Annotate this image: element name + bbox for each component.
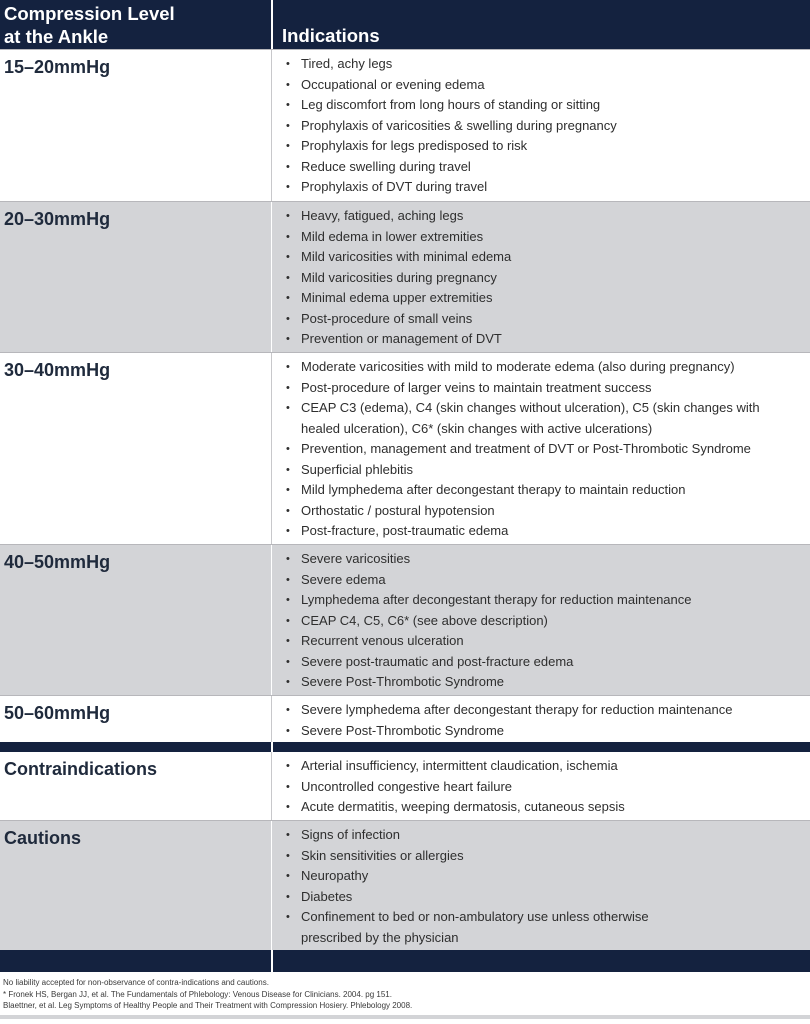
section-divider-band <box>0 742 810 752</box>
footnotes <box>3 977 803 1012</box>
list-item: • Confinement to bed or non-ambulatory use unless otherwise prescribed by the physician <box>272 907 672 948</box>
list-item: • Orthostatic / postural hypotension <box>272 501 802 522</box>
list-item: • Mild varicosities with minimal edema <box>272 247 802 268</box>
footnote: * Fronek HS, Bergan JJ, et al. The Fundamentals of Phlebology: Venous Disease for Clinicians. 2004. pg 151. <box>3 989 392 999</box>
list-item: • Prevention or management of DVT <box>272 329 802 350</box>
list-item: • Skin sensitivities or allergies <box>272 846 672 867</box>
indications-list <box>272 54 802 198</box>
cautions-label: Cautions <box>4 828 82 848</box>
list-item: • Occupational or evening edema <box>272 75 802 96</box>
table-row <box>0 201 810 352</box>
list-item: • Severe Post-Thrombotic Syndrome <box>272 721 802 742</box>
list-item: • Severe Post-Thrombotic Syndrome <box>272 672 802 693</box>
table-row <box>0 695 810 742</box>
compression-level: 40–50mmHg <box>4 552 111 572</box>
list-item: • Prophylaxis of varicosities & swelling during pregnancy <box>272 116 802 137</box>
indications-list <box>272 700 802 741</box>
indications-list <box>272 206 802 350</box>
list-item: • Post-procedure of larger veins to maintain treatment success <box>272 378 802 399</box>
indications-list <box>272 549 802 693</box>
list-item: • Severe varicosities <box>272 549 802 570</box>
compression-level: 15–20mmHg <box>4 57 111 77</box>
contraindications-row <box>0 752 810 820</box>
cautions-list <box>272 825 672 948</box>
table-row <box>0 49 810 201</box>
list-item: • Signs of infection <box>272 825 672 846</box>
heading-line-2: at the Ankle <box>4 26 109 47</box>
list-item: • Reduce swelling during travel <box>272 157 802 178</box>
list-item: • Tired, achy legs <box>272 54 802 75</box>
list-item: • Mild edema in lower extremities <box>272 227 802 248</box>
list-item: • Acute dermatitis, weeping dermatosis, cutaneous sepsis <box>272 797 802 818</box>
table-header <box>0 0 810 49</box>
footnote: Blaettner, et al. Leg Symptoms of Healthy People and Their Treatment with Compression Hosiery. Phlebology 2008. <box>3 1001 413 1010</box>
header-divider <box>271 0 273 49</box>
list-item: • Heavy, fatigued, aching legs <box>272 206 802 227</box>
compression-level: 20–30mmHg <box>4 209 111 229</box>
list-item: • Mild varicosities during pregnancy <box>272 268 802 289</box>
list-item: • Arterial insufficiency, intermittent claudication, ischemia <box>272 756 802 777</box>
list-item: • Mild lymphedema after decongestant therapy to maintain reduction <box>272 480 802 501</box>
list-item: • Minimal edema upper extremities <box>272 288 802 309</box>
band-divider <box>271 742 273 752</box>
list-item: • Superficial phlebitis <box>272 460 802 481</box>
contraindications-label: Contraindications <box>4 759 158 779</box>
footnote: No liability accepted for non-observance of contra-indications and cautions. <box>3 978 269 987</box>
list-item: • Diabetes <box>272 887 672 908</box>
list-item: • Recurrent venous ulceration <box>272 631 802 652</box>
band-divider <box>271 950 273 972</box>
list-item: • Severe lymphedema after decongestant therapy for reduction maintenance <box>272 700 802 721</box>
heading-line-1: Compression Level <box>4 3 175 24</box>
list-item: • Neuropathy <box>272 866 672 887</box>
list-item: • Severe post-traumatic and post-fracture edema <box>272 652 802 673</box>
list-item: • Leg discomfort from long hours of standing or sitting <box>272 95 802 116</box>
list-item: • Post-procedure of small veins <box>272 309 802 330</box>
list-item: • Severe edema <box>272 570 802 591</box>
indications-list <box>272 357 802 542</box>
list-item: • Prophylaxis for legs predisposed to risk <box>272 136 802 157</box>
indications-heading: Indications <box>282 25 380 46</box>
compression-level: 50–60mmHg <box>4 703 111 723</box>
list-item: • Uncontrolled congestive heart failure <box>272 777 802 798</box>
list-item: • Post-fracture, post-traumatic edema <box>272 521 802 542</box>
list-item: • CEAP C4, C5, C6* (see above description) <box>272 611 802 632</box>
list-item: • Moderate varicosities with mild to moderate edema (also during pregnancy) <box>272 357 802 378</box>
table-footer-band <box>0 950 810 972</box>
compression-level: 30–40mmHg <box>4 360 111 380</box>
table-row <box>0 352 810 544</box>
list-item: • Prevention, management and treatment of DVT or Post-Thrombotic Syndrome <box>272 439 802 460</box>
list-item: • CEAP C3 (edema), C4 (skin changes without ulceration), C5 (skin changes with healed ulceration), C6* (skin changes with active ulcerations) <box>272 398 802 439</box>
cautions-row <box>0 820 810 950</box>
contraindications-list <box>272 756 802 818</box>
list-item: • Prophylaxis of DVT during travel <box>272 177 802 198</box>
table-row <box>0 544 810 695</box>
bottom-rule <box>0 1015 810 1019</box>
compression-level-heading <box>4 2 266 48</box>
list-item: • Lymphedema after decongestant therapy for reduction maintenance <box>272 590 802 611</box>
